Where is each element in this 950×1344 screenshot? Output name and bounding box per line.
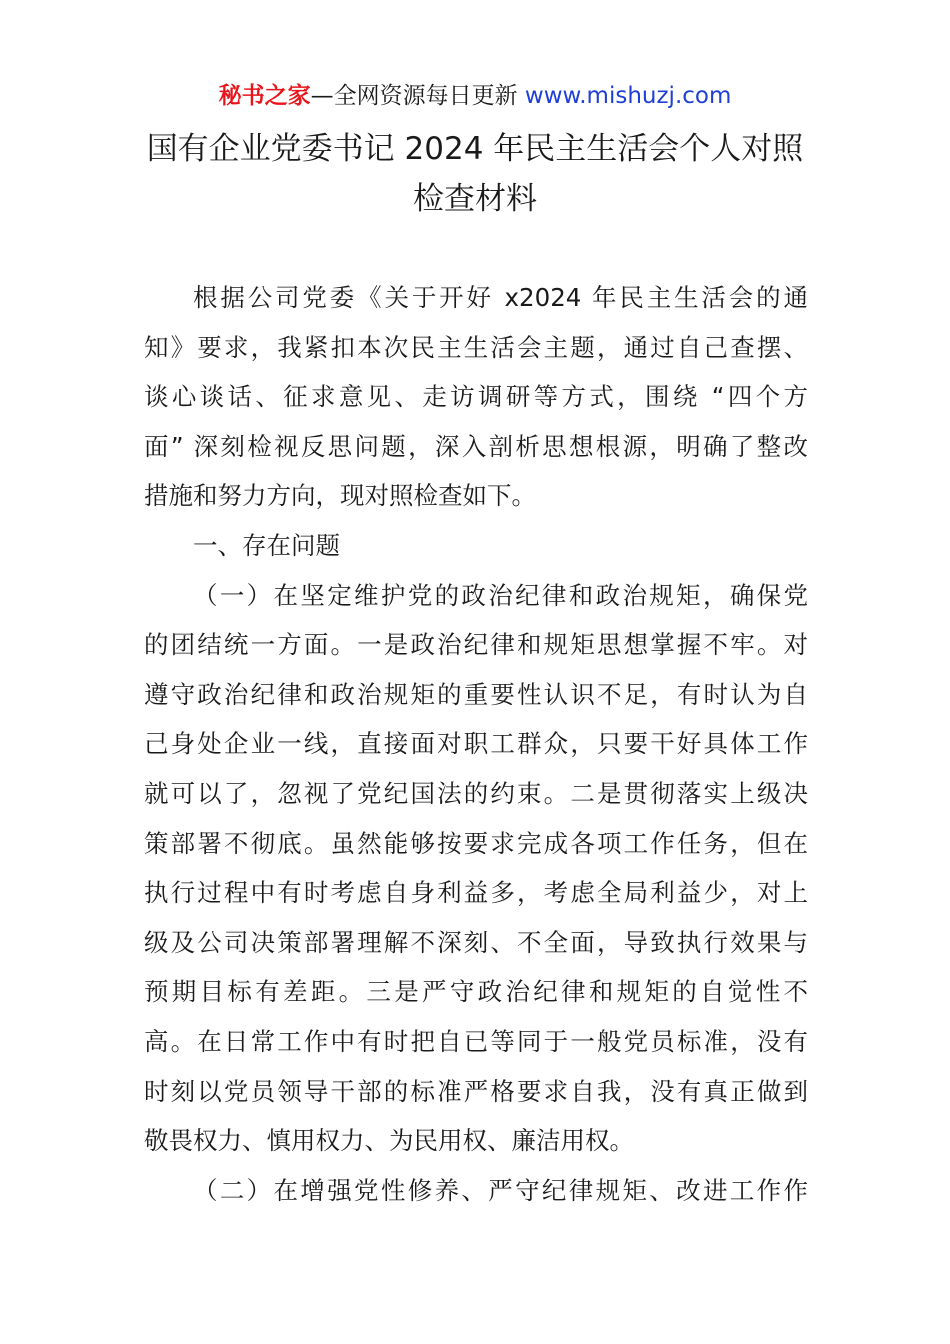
section-heading: 一、存在问题	[193, 530, 340, 560]
paragraph-line: 措施和努力方向，现对照检查如下。	[144, 481, 536, 511]
paragraph-line: 执行过程中有时考虑自身利益多，考虑全局利益少，对上	[144, 878, 808, 908]
paragraph-line: 就可以了，忽视了党纪国法的约束。二是贯彻落实上级决	[144, 778, 808, 808]
paragraph-line: （二）在增强党性修养、严守纪律规矩、改进工作作	[193, 1175, 808, 1205]
document-body	[144, 273, 808, 1215]
paragraph-line: 的团结统一方面。一是政治纪律和规矩思想掌握不牢。对	[144, 630, 808, 660]
site-url-link[interactable]: www.mishuzj.com	[524, 83, 732, 109]
paragraph-line: 策部署不彻底。虽然能够按要求完成各项工作任务，但在	[144, 828, 808, 858]
paragraph-line: 高。在日常工作中有时把自已等同于一般党员标准，没有	[144, 1026, 808, 1056]
title-line: 检查材料	[413, 181, 537, 217]
paragraph-line: 根据公司党委《关于开好 x2024 年民主生活会的通	[193, 283, 808, 312]
site-header	[0, 80, 950, 112]
paragraph-line: 己身处企业一线，直接面对职工群众，只要干好具体工作	[144, 729, 808, 759]
paragraph-line: 级及公司决策部署理解不深刻、不全面，导致执行效果与	[144, 927, 808, 957]
paragraph-line: 谈心谈话、征求意见、走访调研等方式，围绕 “四个方	[144, 382, 808, 412]
title-line: 国有企业党委书记 2024 年民主生活会个人对照	[146, 131, 804, 167]
site-brand: 秘书之家	[218, 83, 311, 109]
paragraph-line: （一）在坚定维护党的政治纪律和政治规矩，确保党	[193, 580, 808, 610]
document-title	[120, 124, 830, 224]
paragraph-line: 敬畏权力、慎用权力、为民用权、廉洁用权。	[144, 1126, 634, 1156]
paragraph-line: 遵守政治纪律和政治规矩的重要性认识不足，有时认为自	[144, 679, 808, 709]
paragraph-line: 时刻以党员领导干部的标准严格要求自我，没有真正做到	[144, 1076, 808, 1106]
paragraph-line: 知》要求，我紧扣本次民主生活会主题，通过自己查摆、	[144, 332, 808, 362]
paragraph-line: 面” 深刻检视反思问题，深入剖析思想根源，明确了整改	[144, 431, 808, 461]
paragraph-line: 预期目标有差距。三是严守政治纪律和规矩的自觉性不	[144, 977, 808, 1007]
site-tagline: —全网资源每日更新	[310, 83, 525, 109]
